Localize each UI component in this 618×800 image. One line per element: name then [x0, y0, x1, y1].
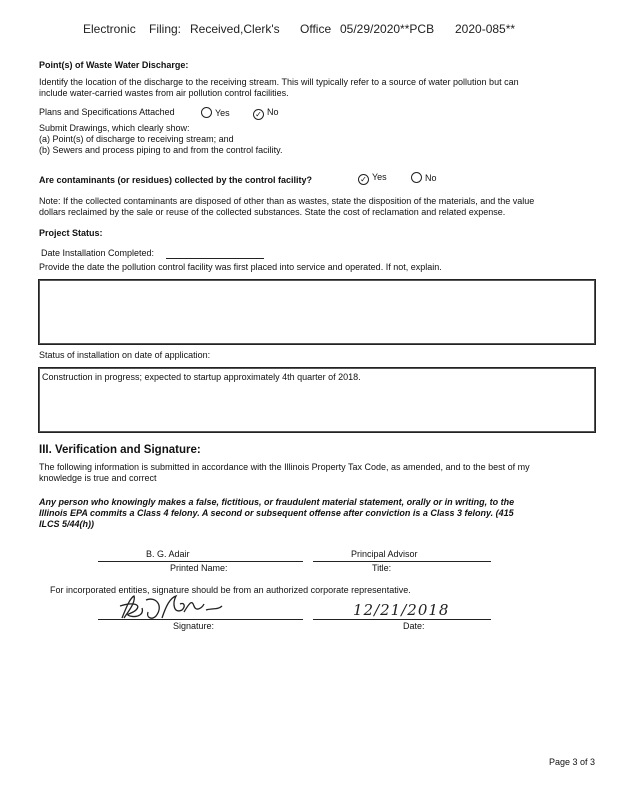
date-label: Date: — [403, 621, 425, 631]
contaminants-yes-label: Yes — [372, 172, 387, 182]
title-line[interactable] — [313, 561, 491, 562]
header-filing: Filing: — [149, 22, 182, 36]
waste-water-desc-1: Identify the location of the discharge to the receiving stream. This will typically refer to a source of water pollution but can — [39, 77, 519, 87]
verification-intro-1: The following information is submitted in accordance with the Illinois Property Tax Code, as amended, and to the best of my — [39, 462, 530, 472]
printed-name-line[interactable] — [98, 561, 303, 562]
plans-no-label: No — [267, 107, 279, 117]
contaminants-note-2: dollars reclaimed by the sale or reuse of the collected substances. State the cost of reclamation and related expense. — [39, 207, 506, 217]
contaminants-no-radio[interactable] — [411, 172, 422, 183]
header-office: Office — [300, 22, 332, 36]
header-received: Received,Clerk's — [190, 22, 280, 36]
signature-line[interactable] — [98, 619, 303, 620]
plans-yes-radio[interactable] — [201, 107, 212, 118]
header-date-pcb: 05/29/2020**PCB — [340, 22, 435, 36]
title-value: Principal Advisor — [351, 549, 418, 559]
plans-yes-label: Yes — [215, 108, 230, 118]
plans-yes-option[interactable] — [201, 107, 230, 119]
title-label: Title: — [372, 563, 392, 573]
felony-warning-3: ILCS 5/44(h)) — [39, 519, 95, 529]
header-electronic: Electronic — [83, 22, 136, 36]
status-installation-value: Construction in progress; expected to startup approximately 4th quarter of 2018. — [42, 372, 361, 382]
project-status-heading: Project Status: — [39, 228, 103, 238]
signature-label: Signature: — [173, 621, 215, 631]
submit-item-a: (a) Point(s) of discharge to receiving stream; and — [39, 134, 234, 144]
contaminants-note-1: Note: If the collected contaminants are disposed of other than as wastes, state the disposition of the materials, and the value — [39, 196, 535, 206]
verification-heading: III. Verification and Signature: — [39, 444, 201, 456]
signature-date-value: 12/21/2018 — [353, 601, 450, 619]
contaminants-question: Are contaminants (or residues) collected by the control facility? — [39, 175, 313, 185]
contaminants-yes-radio[interactable]: ✓ — [358, 174, 369, 185]
date-line[interactable] — [313, 619, 491, 620]
status-installation-textarea[interactable] — [38, 367, 596, 433]
waste-water-desc-2: include water-carried wastes from air pollution control facilities. — [39, 88, 289, 98]
date-installation-label: Date Installation Completed: — [41, 248, 155, 258]
corporate-note: For incorporated entities, signature should be from an authorized corporate representative. — [50, 585, 411, 595]
felony-warning-2: Illinois EPA commits a Class 4 felony. A second or subsequent offense after conviction is a Class 3 felony. (415 — [39, 508, 514, 518]
printed-name-value: B. G. Adair — [146, 549, 190, 559]
verification-intro-2: knowledge is true and correct — [39, 473, 157, 483]
felony-warning-1: Any person who knowingly makes a false, fictitious, or fraudulent material statement, orally or in writing, to the — [39, 497, 515, 507]
provide-date-textarea[interactable] — [38, 279, 596, 345]
contaminants-no-option[interactable] — [411, 172, 437, 184]
printed-name-label: Printed Name: — [170, 563, 228, 573]
date-installation-field[interactable] — [166, 258, 264, 259]
submit-drawings-text: Submit Drawings, which clearly show: — [39, 123, 190, 133]
plans-no-radio[interactable]: ✓ — [253, 109, 264, 120]
handwritten-signature — [112, 592, 232, 622]
status-installation-label: Status of installation on date of application: — [39, 350, 211, 360]
header-case-number: 2020-085** — [455, 22, 516, 36]
page-number: Page 3 of 3 — [549, 757, 596, 767]
waste-water-heading: Point(s) of Waste Water Discharge: — [39, 60, 189, 70]
provide-date-text: Provide the date the pollution control facility was first placed into service and operated. If not, explain. — [39, 262, 442, 272]
plans-attached-label: Plans and Specifications Attached — [39, 107, 175, 117]
submit-item-b: (b) Sewers and process piping to and from the control facility. — [39, 145, 283, 155]
contaminants-yes-option[interactable] — [358, 172, 387, 185]
plans-no-option[interactable] — [253, 107, 279, 120]
contaminants-no-label: No — [425, 173, 437, 183]
